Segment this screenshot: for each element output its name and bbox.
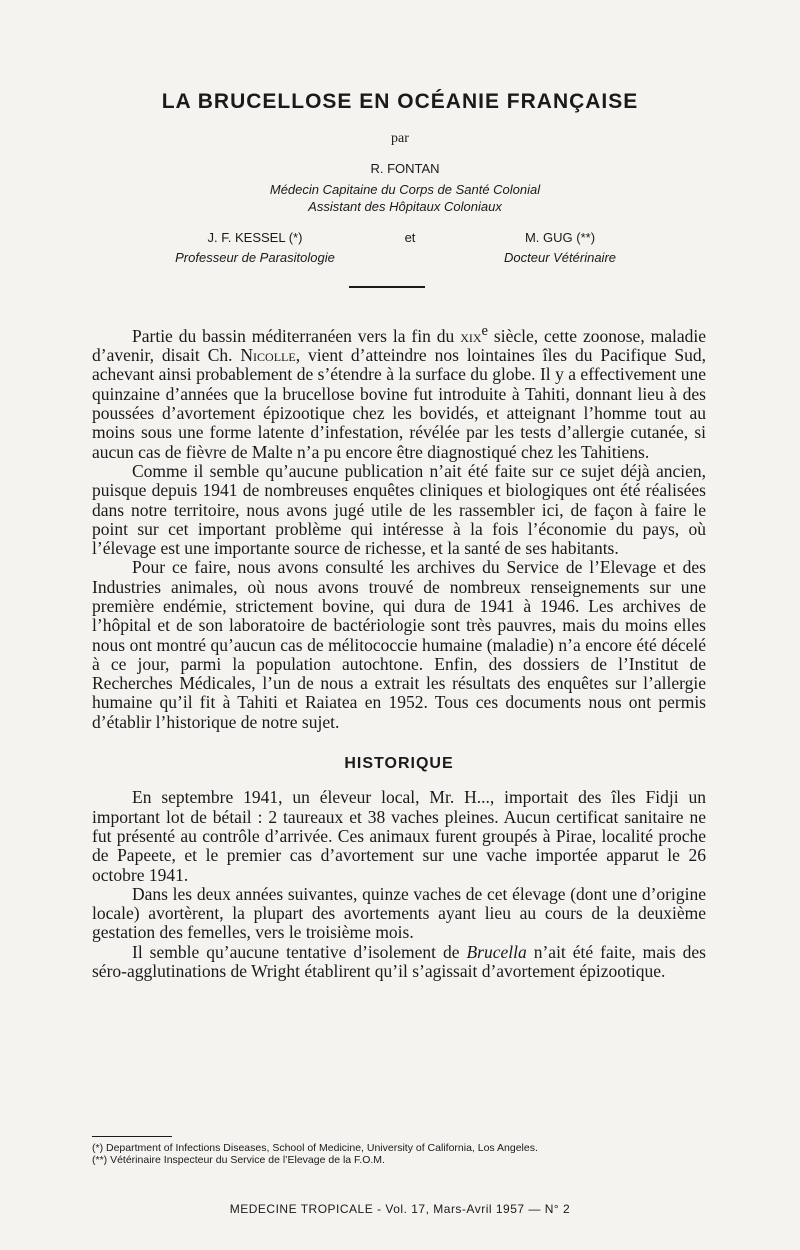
author-kessel-role: Professeur de Parasitologie — [175, 250, 335, 265]
footnote-divider — [92, 1136, 172, 1137]
author-conjunction: et — [404, 230, 416, 245]
footnote-1: (*) Department of Infections Diseases, School of Medicine, University of California, Los Angeles. — [92, 1142, 538, 1154]
historique-paragraph-3 — [92, 943, 706, 982]
article-body — [92, 322, 706, 981]
affiliation-line-2: Assistant des Hôpitaux Coloniaux — [308, 199, 502, 214]
title-divider — [349, 286, 425, 288]
nicolle-name: Nicolle — [240, 345, 296, 366]
footnotes — [92, 1142, 706, 1166]
intro-p1-text-c: , vient d’atteindre nos lointaines îles du Pacifique Sud, achevant ainsi probablement de s’étendre à la surface du globe. Il y a effectivement une quinzaine d’années que la brucellose bovine fut introduite à Tahiti, donnant lieu à des poussées d’avortement épizootique chez les bovidés, et atteignant l’homme tout au moins sous une forme latente d’infestation, révélée par les tests d’allergie cutanée, si aucun cas de fièvre de Malte n’a pu encore être diagnostiqué chez les Tahitiens. — [92, 345, 707, 462]
footnote-2: (**) Vétérinaire Inspecteur du Service de l’Elevage de la F.O.M. — [92, 1154, 385, 1166]
intro-paragraph-1 — [92, 322, 706, 462]
author-gug: M. GUG (**) — [524, 230, 596, 245]
century-superscript: e — [481, 323, 488, 339]
historique-paragraph-1: En septembre 1941, un éleveur local, Mr. H..., importait des îles Fidji un important lot de bétail : 2 taureaux et 38 vaches pleines. Aucun certificat sanitaire ne fut présenté au contrôle d’arrivée. Ces animaux furent groupés à Pirae, localité proche de Papeete, et le premier cas d’avortement sur une vache importée apparut le 26 octobre 1941. — [92, 787, 706, 885]
historique-p3-text-b: n’ait été faite, mais des séro-agglutinations de Wright établirent qu’il s’agissait d’avortement épizootique. — [92, 941, 706, 982]
brucella-genus: Brucella — [466, 941, 527, 962]
historique-p3-text-a: Il semble qu’aucune tentative d’isolement de — [132, 941, 467, 962]
author-kessel-block — [145, 228, 365, 268]
intro-p1-text-b: siècle, cette zoonose, maladie d’avenir, disait Ch. — [92, 325, 706, 366]
journal-footer: MEDECINE TROPICALE - Vol. 17, Mars-Avril 1957 — N° 2 — [229, 1202, 571, 1216]
intro-paragraph-3: Pour ce faire, nous avons consulté les archives du Service de l’Elevage et des Industries animales, où nous avons trouvé de nombreux renseignements sur une première endémie, strictement bovine, qui dura de 1941 à 1946. Les archives de l’hôpital et de son laboratoire de bactériologie sont très pauvres, mais du moins elles nous ont montré qu’aucun cas de mélitococcie humaine (maladie) n’a encore été décelé à ce jour, parmi la population autochtone. Enfin, des dossiers de l’Institut de Recherches Médicales, l’un de nous a extrait les résultats des enquêtes sur l’allergie humaine qu’il fit à Tahiti et Raiatea en 1952. Tous ces documents nous ont permis d’établir l’historique de notre sujet. — [92, 557, 706, 732]
historique-paragraph-2: Dans les deux années suivantes, quinze vaches de cet élevage (dont une d’origine locale) avortèrent, la plupart des avortements ayant lieu au cours de la deuxième gestation des femelles, vers le troisième mois. — [92, 883, 706, 943]
intro-paragraph-2: Comme il semble qu’aucune publication n’ait été faite sur ce sujet déjà ancien, puisque depuis 1941 de nombreuses enquêtes cliniques et biologiques ont été réalisées dans notre territoire, nous avons jugé utile de les rassembler ici, de façon à faire le point sur cet important problème qui intéresse à la fois l’économie du pays, où l’élevage est une importante source de richesse, et la santé de ses habitants. — [92, 460, 706, 559]
section-heading-historique: HISTORIQUE — [344, 755, 454, 773]
author-fontan-affiliation — [0, 181, 800, 215]
century-numeral: xix — [460, 325, 482, 346]
author-gug-block — [470, 228, 650, 268]
affiliation-line-1: Médecin Capitaine du Corps de Santé Colonial — [269, 182, 541, 197]
author-fontan: R. FONTAN — [370, 161, 440, 176]
author-kessel: J. F. KESSEL (*) — [207, 230, 303, 245]
paper-title: LA BRUCELLOSE EN OCÉANIE FRANÇAISE — [161, 90, 639, 113]
author-gug-role: Docteur Vétérinaire — [504, 250, 616, 265]
byline-par: par — [391, 131, 409, 146]
intro-p1-text-a: Partie du bassin méditerranéen vers la fin du — [132, 325, 461, 346]
